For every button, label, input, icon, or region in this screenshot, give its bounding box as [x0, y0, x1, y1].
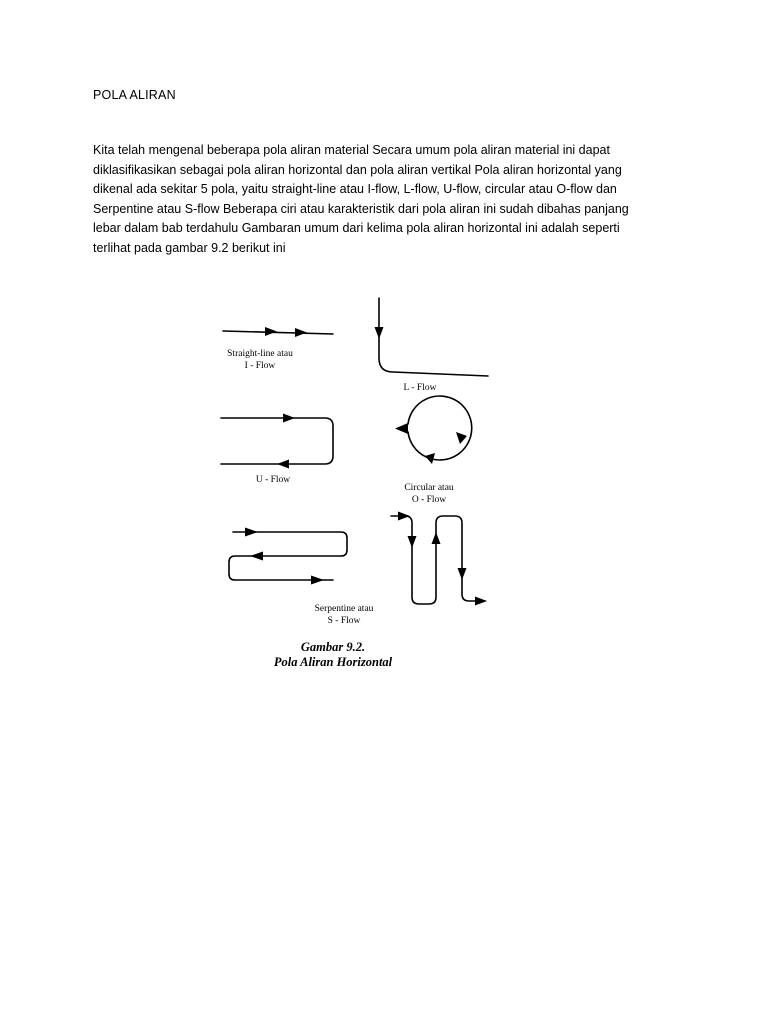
u-flow-line — [221, 418, 333, 464]
paragraph-line: Kita telah mengenal beberapa pola aliran material Secara umum pola aliran material ini dapat — [93, 143, 610, 157]
i-flow-label: Straight-line atau I - Flow — [227, 349, 293, 371]
arrow-left-icon — [250, 552, 263, 561]
paragraph-line: diklasifikasikan sebagai pola aliran horizontal dan pola aliran vertikal Pola aliran horizontal yang — [93, 162, 622, 177]
arrow-right-icon — [295, 328, 307, 337]
arrow-left-icon — [395, 423, 408, 434]
o-flow-circle — [408, 396, 472, 460]
body-paragraph — [93, 141, 653, 258]
arrow-down-icon — [456, 432, 467, 444]
s-flow-line — [229, 532, 347, 580]
i-flow-line — [223, 331, 333, 334]
arrow-down-icon — [408, 536, 417, 548]
arrow-down-icon — [375, 327, 384, 339]
figure-caption: Gambar 9.2. Pola Aliran Horizontal — [273, 640, 393, 669]
page-title: POLA ALIRAN — [93, 88, 176, 102]
arrow-up-icon — [432, 532, 441, 544]
s-flow-vertical-line — [391, 516, 485, 604]
arrow-left-icon — [277, 460, 289, 469]
arrow-left-icon — [425, 453, 435, 464]
paragraph-line: lebar dalam bab terdahulu Gambaran umum dari kelima pola aliran horizontal ini adalah seperti — [93, 221, 620, 235]
arrow-right-icon — [283, 414, 295, 423]
l-flow-label: L - Flow — [403, 383, 437, 393]
arrow-right-icon — [245, 528, 258, 537]
paragraph-line: Serpentine atau S-flow Beberapa ciri atau karakteristik dari pola aliran ini sudah dibahas panjang — [93, 201, 629, 216]
paragraph-line: dikenal ada sekitar 5 pola, yaitu straight-line atau I-flow, L-flow, U-flow, circular atau O-flow dan — [93, 182, 617, 196]
arrow-right-icon — [398, 512, 410, 521]
arrow-down-icon — [458, 568, 467, 580]
arrow-right-icon — [265, 327, 277, 336]
l-flow-line — [379, 298, 488, 376]
u-flow-label: U - Flow — [255, 475, 291, 485]
s-flow-label: Serpentine atau S - Flow — [314, 604, 374, 626]
flow-pattern-figure — [203, 280, 495, 680]
arrow-right-icon — [475, 597, 487, 606]
paragraph-line: terlihat pada gambar 9.2 berikut ini — [93, 240, 286, 255]
arrow-right-icon — [311, 576, 324, 585]
o-flow-label: Circular atau O - Flow — [404, 483, 454, 505]
